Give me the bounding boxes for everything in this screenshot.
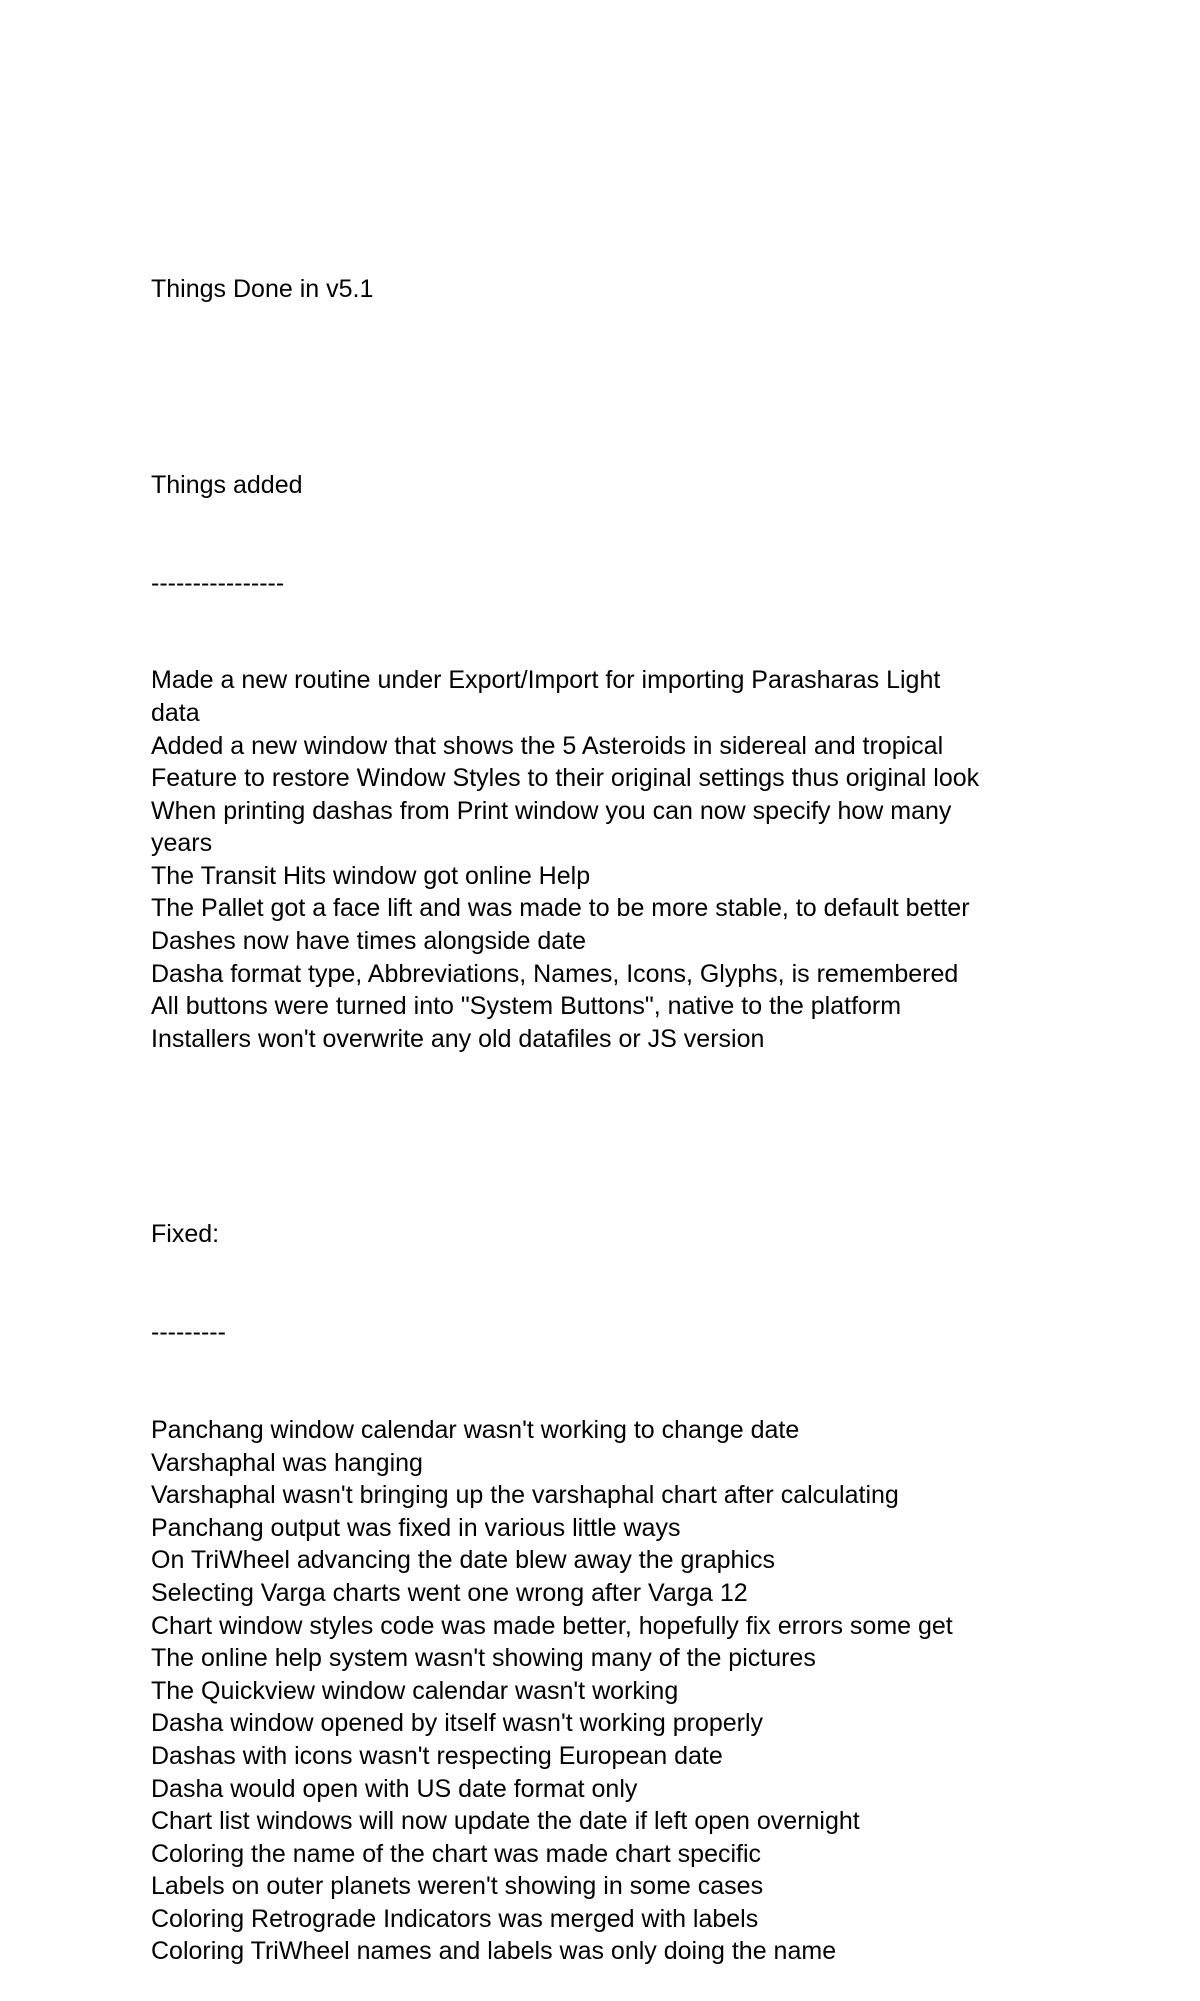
added-line: Feature to restore Window Styles to their original settings thus original look: [151, 764, 980, 793]
fixed-heading: Fixed:: [151, 1220, 220, 1249]
added-line: When printing dashas from Print window you can now specify how many: [151, 796, 952, 825]
fixed-line: The Quickview window calendar wasn't working: [151, 1676, 679, 1705]
added-line: The Transit Hits window got online Help: [151, 861, 591, 890]
added-line: All buttons were turned into "System Buttons", native to the platform: [151, 992, 902, 1021]
added-line: Installers won't overwrite any old datafiles or JS version: [151, 1024, 765, 1053]
fixed-line: Coloring TriWheel names and labels was only doing the name: [151, 1937, 837, 1966]
added-line: Dashes now have times alongside date: [151, 927, 586, 956]
added-line: years: [151, 829, 213, 858]
added-line: The Pallet got a face lift and was made to be more stable, to default better: [151, 894, 970, 923]
fixed-line: Dasha would open with US date format only: [151, 1774, 638, 1803]
added-line: Added a new window that shows the 5 Asteroids in sidereal and tropical: [151, 731, 944, 760]
added-heading: Things added: [151, 470, 303, 499]
added-rule: ----------------: [151, 568, 285, 597]
fixed-line: Chart list windows will now update the date if left open overnight: [151, 1807, 860, 1836]
added-list: [151, 664, 979, 1055]
fixed-line: Selecting Varga charts went one wrong after Varga 12: [151, 1578, 748, 1607]
added-line: data: [151, 698, 200, 727]
added-line: Dasha format type, Abbreviations, Names, Icons, Glyphs, is remembered: [151, 959, 959, 988]
fixed-line: Dashas with icons wasn't respecting European date: [151, 1741, 723, 1770]
document-body: [151, 208, 979, 2001]
fixed-line: Chart window styles code was made better, hopefully fix errors some get: [151, 1611, 953, 1640]
fixed-line: The online help system wasn't showing many of the pictures: [151, 1644, 816, 1673]
fixed-rule: ---------: [151, 1318, 226, 1347]
fixed-line: Panchang output was fixed in various little ways: [151, 1513, 681, 1542]
fixed-line: On TriWheel advancing the date blew away the graphics: [151, 1546, 775, 1575]
added-line: Made a new routine under Export/Import for importing Parasharas Light: [151, 666, 941, 695]
fixed-line: Varshaphal was hanging: [151, 1448, 423, 1477]
fixed-line: Dasha window opened by itself wasn't working properly: [151, 1709, 764, 1738]
fixed-line: Coloring the name of the chart was made chart specific: [151, 1839, 762, 1868]
document-title: Things Done in v5.1: [151, 275, 374, 304]
fixed-line: Coloring Retrograde Indicators was merged with labels: [151, 1904, 759, 1933]
fixed-list: [151, 1414, 979, 1968]
fixed-line: Varshaphal wasn't bringing up the varshaphal chart after calculating: [151, 1481, 899, 1510]
fixed-line: Panchang window calendar wasn't working to change date: [151, 1415, 800, 1444]
fixed-line: Labels on outer planets weren't showing in some cases: [151, 1872, 764, 1901]
